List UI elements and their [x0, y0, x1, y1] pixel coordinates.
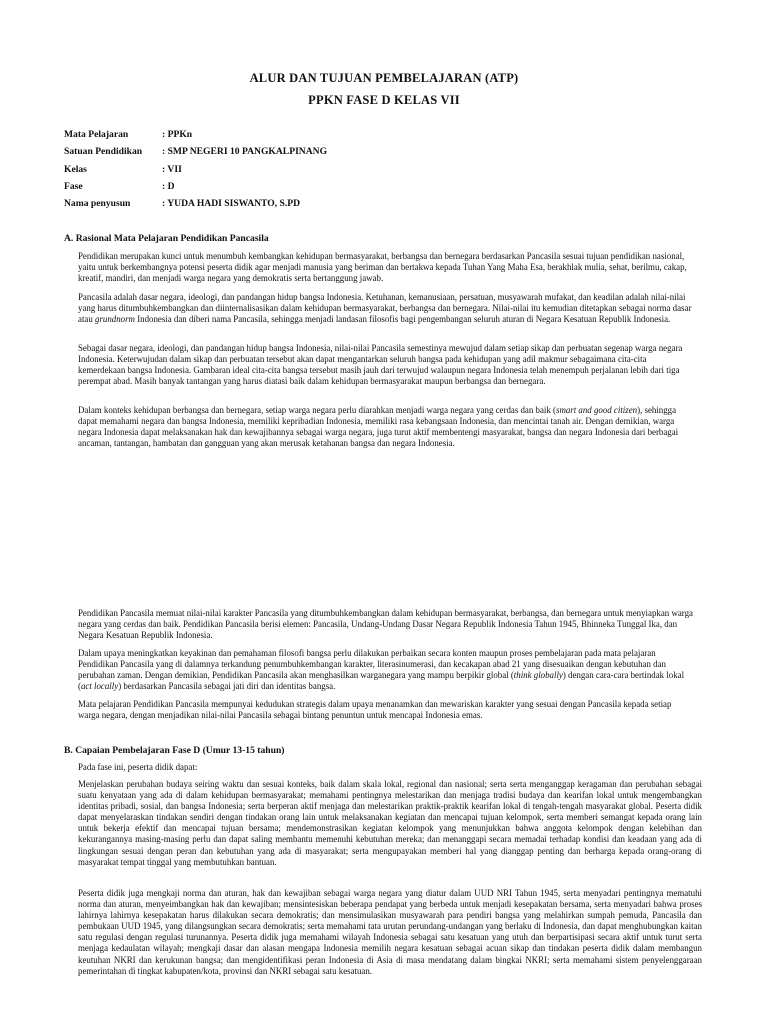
paragraph: Pendidikan merupakan kunci untuk menumbuh kembangkan kehidupan bermasyarakat, berbangsa dan bernegara berdasarkan Pancasila sesuai tujuan pendidikan nasional, yaitu untuk berkembangnya potensi peserta didik agar menjadi manusia yang beriman dan bertakwa kepada Tuhan Yang Maha Esa, berakhlak mulia, sehat, berilmu, cakap, kreatif, mandiri, dan menjadi warga negara yang demokratis serta bertanggung jawab.	[78, 251, 687, 284]
paragraph-text: Indonesia dan diberi nama Pancasila, sehingga menjadi landasan filosofis bagi pengembangan seluruh aturan di Negara Kesatuan Republik Indonesia.	[134, 314, 671, 325]
paragraph-text: ) berdasarkan Pancasila sebagai jati diri dan identitas bangsa.	[118, 681, 336, 692]
paragraph: Pada fase ini, peserta didik dapat:	[78, 762, 198, 772]
paragraph: Sebagai dasar negara, ideologi, dan pandangan hidup bangsa Indonesia, nilai-nilai Pancasila semestinya mewujud dalam setiap sikap dan perbuatan segenap warga negara Indonesia. Keterwujudan dalam sikap dan perbuatan tersebut akan dapat mengantarkan seluruh bangsa pada kehidupan yang adil makmur sebagaimana cita-cita kemerdekaan bangsa Indonesia. Gambaran ideal cita-cita bangsa tersebut masih jauh dari terwujud walaupun negara Indonesia telah menempuh perjalanan lebih dari tiga perempat abad. Masih banyak tantangan yang harus diatasi baik dalam kehidupan bermasyarakat maupun berbangsa dan bernegara.	[78, 343, 683, 387]
paragraph-text: ), sehingga dapat memahami negara dan bangsa Indonesia, memiliki kepribadian Indonesia, memiliki rasa kebangsaan Indonesia, dan mencintai tanah air. Dengan demikian, warga negara Indonesia dapat melaksanakan hak dan kewajibannya sebagai warga negara, juga turut aktif membentengi masyarakat, bangsa dan negara Indonesia dari berbagai ancaman, tantangan, hambatan dan gangguan yang akan merusak ketahanan bangsa dan negara Indonesia.	[78, 405, 679, 449]
paragraph: Mata pelajaran Pendidikan Pancasila mempunyai kedudukan strategis dalam upaya menanamkan dan mewariskan karakter yang sesuai dengan Pancasila kepada setiap warga negara, dengan menjadikan nilai-nilai Pancasila sebagai bintang penuntun untuk mencapai Indonesia emas.	[78, 699, 672, 721]
italic-term: act locally	[80, 681, 119, 692]
paragraph	[78, 405, 695, 449]
section-a-heading: A. Rasional Mata Pelajaran Pendidikan Pancasila	[64, 233, 269, 244]
identity-label: Nama penyusun	[64, 198, 131, 210]
italic-term: grundnorm	[95, 314, 135, 325]
paragraph-text: Pancasila adalah dasar negara, ideologi, dan pandangan hidup bangsa Indonesia. Ketuhanan, kemanusiaan, persatuan, musyawarah mufakat, dan keadilan adalah nilai-nilai yang harus ditumbuhkembangkan dan diinternalisasikan dalam kehidupan bermasyarakat, berbangsa dan bernegara. Nilai-nilai itu kemudian ditetapkan sebagai norma dasar atau	[78, 292, 692, 325]
italic-term: think globally	[513, 670, 563, 681]
identity-value: : YUDA HADI SISWANTO, S.PD	[162, 198, 301, 210]
document-subtitle: PPKN FASE D KELAS VII	[308, 93, 460, 107]
identity-value: : D	[162, 180, 175, 192]
identity-value: : SMP NEGERI 10 PANGKALPINANG	[162, 146, 328, 158]
paragraph-text: ) dengan cara-cara bertindak lokal (	[78, 670, 685, 692]
identity-label: Satuan Pendidikan	[64, 146, 143, 158]
document-title: ALUR DAN TUJUAN PEMBELAJARAN (ATP)	[249, 71, 519, 85]
identity-label: Fase	[64, 180, 83, 192]
section-b-heading: B. Capaian Pembelajaran Fase D (Umur 13-15 tahun)	[64, 745, 285, 756]
identity-row	[64, 164, 327, 181]
identity-row	[64, 129, 327, 146]
paragraph: Pendidikan Pancasila memuat nilai-nilai karakter Pancasila yang ditumbuhkembangkan dalam kehidupan bermasyarakat, berbangsa, dan bernegara untuk menyiapkan warga negara yang cerdas dan baik. Pendidikan Pancasila berisi elemen: Pancasila, Undang-Undang Dasar Negara Republik Indonesia Tahun 1945, Bhinneka Tunggal Ika, dan Negara Kesatuan Republik Indonesia.	[78, 608, 693, 641]
identity-row	[64, 198, 327, 215]
identity-value: : VII	[162, 163, 182, 175]
identity-label: Mata Pelajaran	[64, 129, 129, 140]
identity-value: : PPKn	[162, 129, 193, 140]
italic-term: smart and good citizen	[555, 405, 638, 415]
paragraph-text: Dalam konteks kehidupan berbangsa dan bernegara, setiap warga negara perlu diarahkan menjadi warga negara yang cerdas dan baik (	[78, 405, 556, 415]
paragraph	[78, 292, 695, 325]
identity-row	[64, 146, 327, 163]
identity-table	[64, 129, 327, 215]
paragraph: Peserta didik juga mengkaji norma dan aturan, hak dan kewajiban sebagai warga negara yang diatur dalam UUD NRI Tahun 1945, serta menyadari pentingnya mematuhi norma dan aturan, menyeimbangkan hak dan kewajiban; mensintesiskan beberapa pendapat yang berbeda untuk menjadi kesepakatan bersama, serta menyadari bahwa proses lahirnya lahirnya kesepakatan harus dilakukan secara demokratis; dan mensimulasikan musyawarah para pendiri bangsa yang melahirkan sumpah pemuda, Pancasila dan pembukaan UUD 1945, yang dilangsungkan secara demokratis; serta memahami tata urutan perundang-undangan yang berlaku di Indonesia, dan dapat menghubungkan kaitan satu regulasi dengan regulasi turunannya. Peserta didik juga memahami wilayah Indonesia sebagai satu kesatuan yang utuh dan berpartisipasi secara aktif untuk turut serta menjaga kedaulatan wilayah; mengkaji dasar dan alasan mengapa Indonesia memilih negara kesatuan sebagai acuan sikap dan tindakan peserta didik dalam membangun keutuhan NKRI dan kerukunan bangsa; dan mengidentifikasi peran Indonesia di Asia di masa mendatang dalam bingkai NKRI; serta memahami sistem penyelenggaraan pemerintahan di tingkat kabupaten/kota, provinsi dan NKRI sebagai satu kesatuan.	[78, 888, 702, 976]
paragraph-text: Dalam upaya meningkatkan keyakinan dan pemahaman filosofi bangsa perlu dilakukan perbaikan secara konten maupun proses pembelajaran pada mata pelajaran Pendidikan Pancasila yang di dalamnya terkandung penumbuhkembangan karakter, literasinumerasi, dan kecakapan abad 21 yang disesuaikan dengan kebutuhan dan perubahan zaman. Dengan demikian, Pendidikan Pancasila akan menghasilkan warganegara yang mampu berpikir global (	[78, 648, 666, 681]
identity-label: Kelas	[64, 163, 87, 175]
identity-row	[64, 181, 327, 198]
paragraph: Menjelaskan perubahan budaya seiring waktu dan sesuai konteks, baik dalam skala lokal, regional dan nasional; serta serta menganggap keragaman dan perubahan sebagai suatu kenyataan yang ada di dalam kehidupan bermasyarakat; memahami pentingnya melestarikan dan menjaga tradisi budaya dan kearifan lokal untuk mengembangkan identitas pribadi, sosial, dan bangsa Indonesia; serta berperan aktif menjaga dan melestarikan praktik-praktik kearifan lokal di tengah-tengah masyarakat global. Peserta didik dapat menyelaraskan tindakan sendiri dengan tindakan orang lain untuk melaksanakan kegiatan dan mencapai tujuan kelompok, serta memberi semangat kepada orang lain untuk bekerja efektif dan mencapai tujuan bersama; mendemonstrasikan kegiatan kelompok yang menunjukkan bahwa anggota kelompok dengan kelebihan dan kekurangannya masing-masing perlu dan dapat saling membantu memenuhi kebutuhan mereka; dan menanggapi secara memadai terhadap kondisi dan keadaan yang ada di lingkungan sesuai dengan peran dan kebutuhan yang ada di masyarakat; serta mengupayakan memberi hal yang dianggap penting dan berharga kepada orang-orang di masyarakat tempat tinggal yang membutuhkan bantuan.	[78, 779, 702, 867]
paragraph	[78, 648, 695, 692]
